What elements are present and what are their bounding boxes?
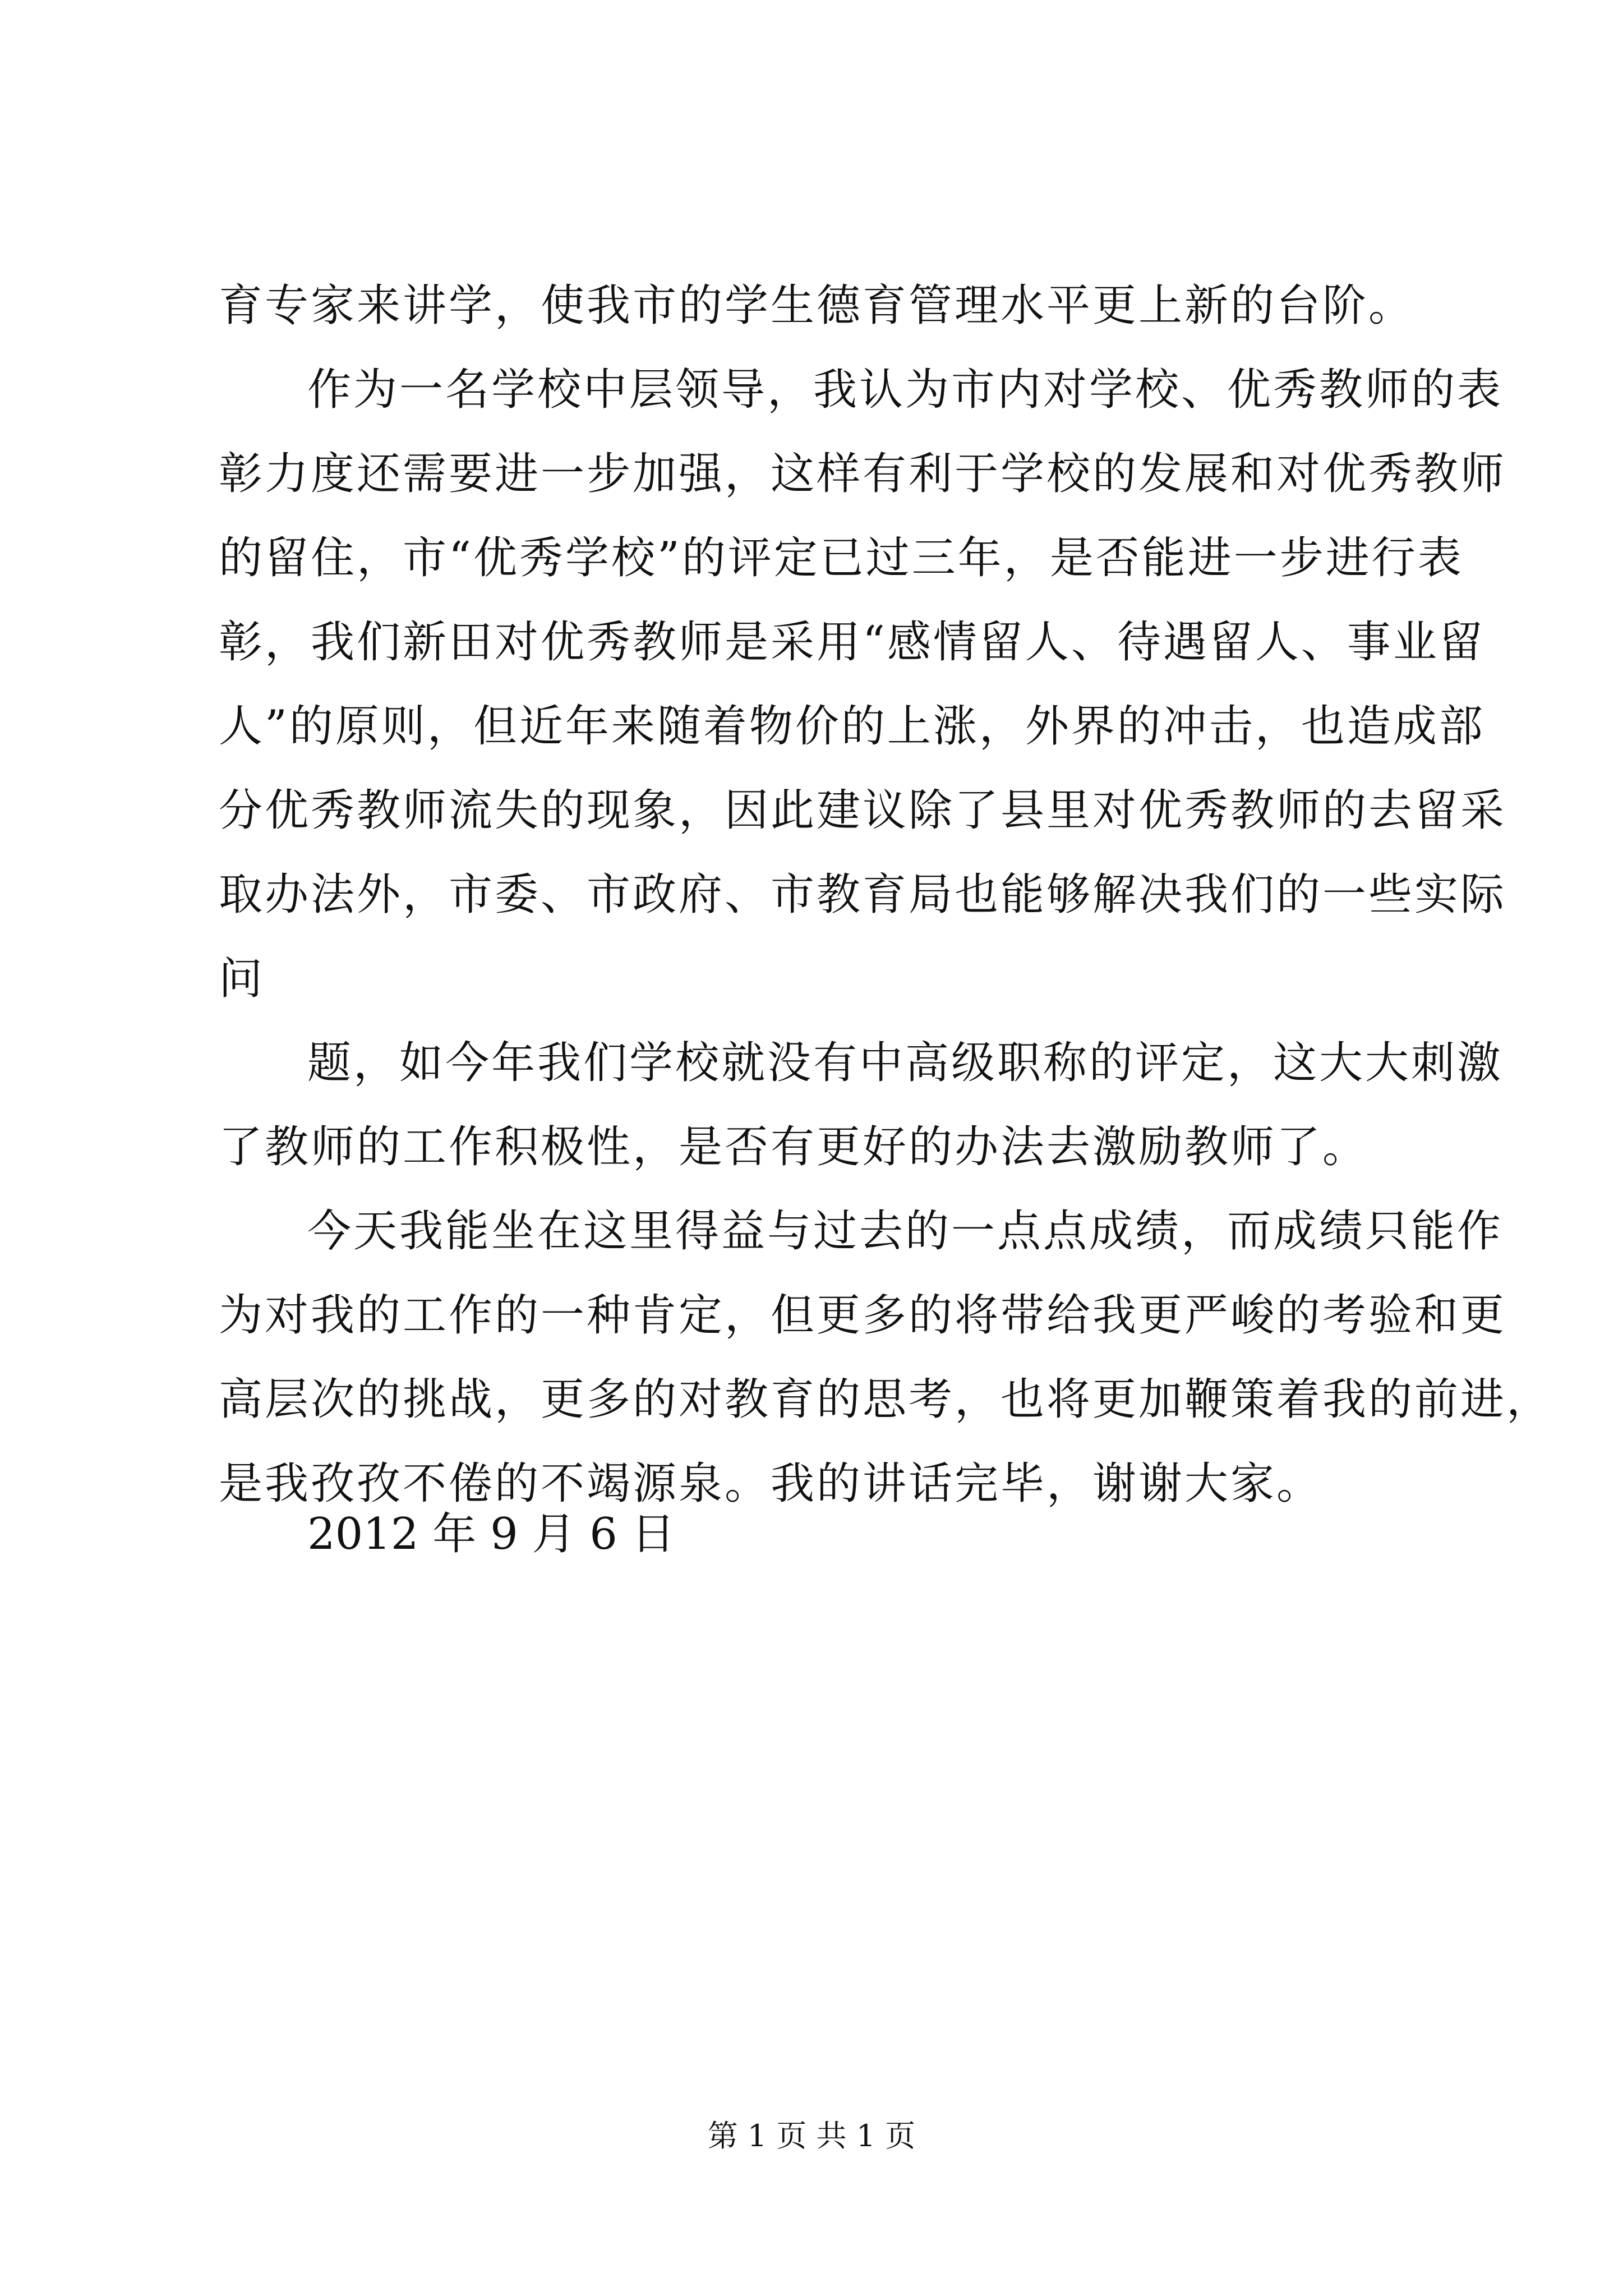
text-line: 分优秀教师流失的现象，因此建议除了县里对优秀教师的去留采 <box>219 785 1507 836</box>
text-line: 高层次的挑战，更多的对教育的思考，也将更加鞭策着我的前进， <box>219 1374 1553 1425</box>
text-line: 的留住，市“优秀学校”的评定已过三年，是否能进一步进行表 <box>219 533 1464 583</box>
text-line: 取办法外，市委、市政府、市教育局也能够解决我们的一些实际 <box>219 869 1507 920</box>
text-line: 题，如今年我们学校就没有中高级职称的评定，这大大刺激 <box>307 1038 1504 1088</box>
text-line: 了教师的工作积极性，是否有更好的办法去激励教师了。 <box>219 1122 1369 1172</box>
text-line: 问 <box>219 954 265 1004</box>
page-footer: 第 1 页 共 1 页 <box>707 2118 916 2154</box>
text-line: 作为一名学校中层领导，我认为市内对学校、优秀教师的表 <box>307 365 1504 415</box>
text-line: 育专家来讲学，使我市的学生德育管理水平更上新的台阶。 <box>219 280 1415 331</box>
text-line: 彰力度还需要进一步加强，这样有利于学校的发展和对优秀教师 <box>219 449 1507 499</box>
text-line: 为对我的工作的一种肯定，但更多的将带给我更严峻的考验和更 <box>219 1290 1507 1341</box>
text-line: 是我孜孜不倦的不竭源泉。我的讲话完毕，谢谢大家。 <box>219 1458 1323 1509</box>
text-line: 今天我能坐在这里得益与过去的一点点成绩，而成绩只能作 <box>307 1206 1504 1257</box>
text-line: 彰，我们新田对优秀教师是采用“感情留人、待遇留人、事业留 <box>219 617 1485 668</box>
document-date: 2012 年 9 月 6 日 <box>307 1509 675 1559</box>
body-text <box>219 264 1553 1526</box>
text-line: 人”的原则，但近年来随着物价的上涨，外界的冲击，也造成部 <box>219 701 1485 752</box>
